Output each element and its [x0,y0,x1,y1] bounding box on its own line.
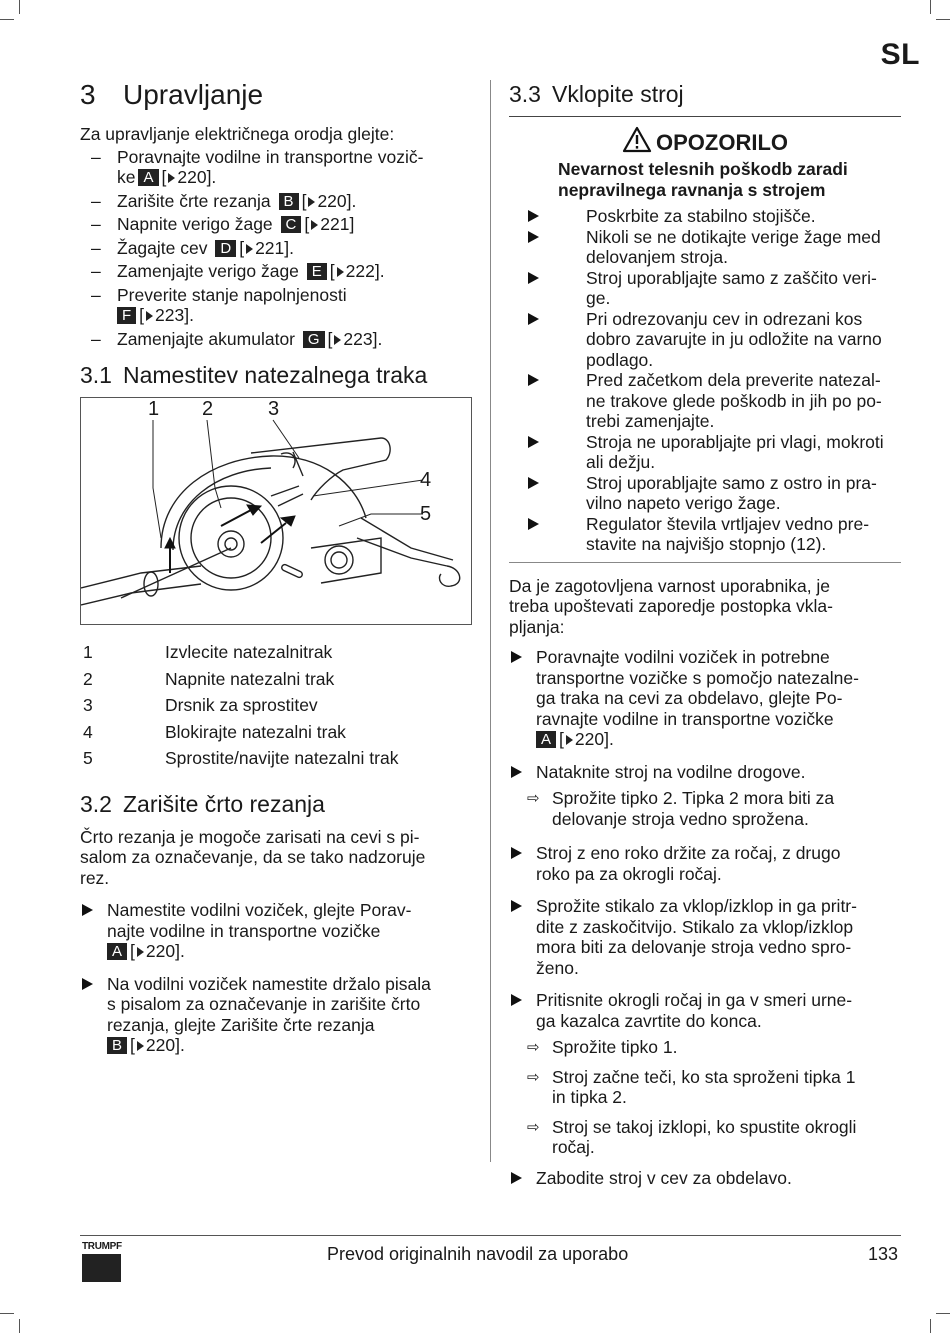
section-3-intro: Za upravljanje električnega orodja glejte: [80,124,395,144]
badge-b: B [279,193,299,210]
tension-strap-figure [80,397,472,625]
list-item: – Zamenjajte akumulator G [ 223]. [91,328,383,349]
list-item: – Žagajte cev D [ 221]. [91,237,294,258]
page-ref-icon [311,220,318,230]
step-arrow-icon [528,436,539,448]
list-item: – Napnite verigo žage C [ 221] [91,214,355,234]
legend-row: 5 Sprostite/navijte natezalni trak [83,748,399,768]
warning-list [558,206,901,555]
legend-row: 1 Izvlecite natezalnitrak [83,642,333,662]
crop-mark [936,1313,950,1314]
step-arrow-icon [528,313,539,325]
step-item: Zabodite stroj v cev za obdelavo. [509,1168,901,1189]
page-ref[interactable]: 223]. [343,328,383,349]
warning-box-bottom-rule [509,562,901,563]
section-3-2-heading: 3.2 Zarišite črto rezanja [80,790,325,817]
badge-f: F [117,307,136,324]
step-item: Stroj z eno roko držite za ročaj, z drugo roko pa za okrogli ročaj. [509,843,901,884]
page-number: 133 [867,1244,898,1264]
page-ref-icon [168,173,175,183]
page-ref[interactable]: 223]. [155,305,194,325]
legend-row: 2 Napnite natezalni trak [83,668,335,689]
page-ref-icon [334,335,341,345]
footer-title: Prevod originalnih navodil za uporabo [327,1244,629,1264]
badge-a: A [138,169,158,186]
step-arrow-icon [528,272,539,284]
step-arrow-icon [528,374,539,386]
warning-item: Stroj uporabljajte samo z zaščito veri- ge. [558,268,901,309]
machine-illustration [81,398,471,624]
step-arrow-icon [511,651,522,663]
result-item: ⇨ Stroj se takoj izklopi, ko spustite okrogli ročaj. [527,1116,857,1157]
warning-triangle-icon [622,126,652,153]
step-item: Pritisnite okrogli ročaj in ga v smeri urne- ga kazalca zavrtite do konca. [509,990,901,1031]
list-item: – Preverite stanje napolnjenosti F [ 223]. [91,284,347,325]
badge-a: A [107,943,127,960]
page-ref-icon [137,947,144,957]
step-arrow-icon [528,477,539,489]
crop-mark [930,0,931,14]
page-ref-icon [308,197,315,207]
operation-list [80,147,475,350]
trumpf-logo: TRUMPF [82,1242,121,1282]
step-arrow-icon [511,900,522,912]
step-item: Na vodilni voziček namestite držalo pisala s pisalom za označevanje in zarišite črto rezanja, glejte Zarišite črte rezanja B [ 220]. [80,974,475,1056]
step-item: Sprožite stikalo za vklop/izklop in ga pritr- dite z zaskočitvijo. Stikalo za vklop/izklop mora biti za delovanje stroja vedno spro- ženo. [509,896,901,978]
step-arrow-icon [511,847,522,859]
step-arrow-icon [82,904,93,916]
crop-mark [936,19,950,20]
badge-a: A [536,731,556,748]
page-ref-icon [246,244,253,254]
warning-item: Pred začetkom dela preverite natezal- ne trakove glede poškodb in jih po po- trebi zamenjajte. [558,370,901,432]
figure-legend [80,639,475,772]
step-item: Nataknite stroj na vodilne drogove. [509,762,901,783]
crop-mark [0,19,14,20]
result-item: ⇨ Sprožite tipko 2. Tipka 2 mora biti za delovanje stroja vedno sprožena. [527,788,835,829]
warning-item: Regulator števila vrtljajev vedno pre- stavite na najvišjo stopnjo (12). [558,514,901,555]
step-item: Poravnajte vodilni voziček in potrebne transportne vozičke s pomočjo natezalne- ga traka na cevi za obdelavo, glejte Po- ravnajte vodilne in transportne vozičke A [ 220]. [509,647,901,750]
result-arrow-icon: ⇨ [527,1068,540,1086]
legend-row: 4 Blokirajte natezalni trak [83,721,346,742]
callout-2: 2 [202,398,214,420]
warning-item: Stroja ne uporabljajte pri vlagi, mokroti ali dežju. [558,432,901,473]
callout-5: 5 [420,503,432,525]
list-item: – Zamenjajte verigo žage E [ 222]. [91,261,385,281]
step-arrow-icon [82,978,93,990]
warning-box-top-rule [509,116,901,117]
badge-g: G [303,331,325,348]
page-ref-icon [566,735,573,745]
warning-subtitle: Nevarnost telesnih poškodb zaradi nepravilnega ravnanja s strojem [558,159,848,200]
section-3-3-intro: Da je zagotovljena varnost uporabnika, je treba upoštevati zaporedje postopka vkla- pljanja: [509,575,833,637]
page-ref[interactable]: 220]. [177,167,217,187]
list-item: – Zarišite črte rezanja B [ 220]. [91,190,357,211]
step-item: Namestite vodilni voziček, glejte Porav- najte vodilne in transportne vozičke A [ 220]. [80,900,475,962]
warning-item: Pri odrezovanju cev in odrezani kos dobro zavarujte in ju odložite na varno podlago. [558,309,901,371]
section-3-heading: 3 Upravljanje [80,79,264,110]
column-divider [490,80,491,1162]
switch-on-steps-final [509,1168,901,1189]
warning-item: Poskrbite za stabilno stojišče. [558,206,901,227]
page-ref[interactable]: 220]. [574,729,614,749]
result-arrow-icon: ⇨ [527,790,540,807]
logo-block [82,1254,121,1282]
badge-b: B [107,1037,127,1054]
callout-1: 1 [148,398,160,420]
step-arrow-icon [511,1172,522,1184]
legend-row: 3 Drsnik za sprostitev [83,695,318,715]
page-ref[interactable]: 220]. [145,1035,185,1055]
section-3-1-heading: 3.1 Namestitev natezalnega traka [80,362,428,388]
result-arrow-icon: ⇨ [527,1118,540,1136]
step-2-results [509,788,901,829]
page-ref[interactable]: 220]. [317,190,357,211]
step-arrow-icon [511,994,522,1006]
page-ref-icon [137,1041,144,1051]
badge-e: E [307,263,327,280]
step-arrow-icon [511,766,522,778]
step-arrow-icon [528,231,539,243]
right-column [509,78,901,1200]
badge-c: C [281,216,302,233]
switch-on-steps [509,647,901,782]
warning-item: Nikoli se ne dotikajte verige žage med delovanjem stroja. [558,227,901,268]
page-ref[interactable]: 222]. [345,261,385,281]
step-arrow-icon [528,518,539,530]
warning-item: Stroj uporabljajte samo z ostro in pra- vilno napeto verigo žage. [558,473,901,514]
language-code: SL [880,38,920,71]
page-ref-icon [337,267,344,277]
section-3-3-heading: 3.3 Vklopite stroj [509,81,684,107]
switch-on-steps-continued [509,843,901,1031]
badge-d: D [215,240,236,257]
crop-mark [19,0,20,14]
page-ref[interactable]: 221] [320,214,355,234]
result-item: ⇨ Stroj začne teči, ko sta sproženi tipka 1 in tipka 2. [527,1066,856,1107]
section-3-2-intro: Črto rezanja je mogoče zarisati na cevi s pi- salom za označevanje, da se tako nadzoruje rez. [80,826,426,888]
crop-mark [0,1313,14,1314]
left-column [80,78,475,1068]
footer-rule [80,1235,901,1236]
page-ref-icon [146,311,153,321]
callout-3: 3 [268,398,280,420]
result-arrow-icon: ⇨ [527,1039,540,1056]
crop-mark [930,1319,931,1333]
result-item: ⇨ Sprožite tipko 1. [527,1037,678,1057]
crop-mark [19,1319,20,1333]
step-arrow-icon [528,210,539,222]
step-5-results [509,1037,901,1158]
page-ref[interactable]: 221]. [255,237,294,258]
section-3-2-steps [80,900,475,1056]
list-item: – Poravnajte vodilne in transportne vozič- ke A [ 220]. [91,146,424,187]
callout-4: 4 [420,469,432,491]
page-ref[interactable]: 220]. [145,941,185,961]
warning-title: OPOZORILO [509,126,901,156]
